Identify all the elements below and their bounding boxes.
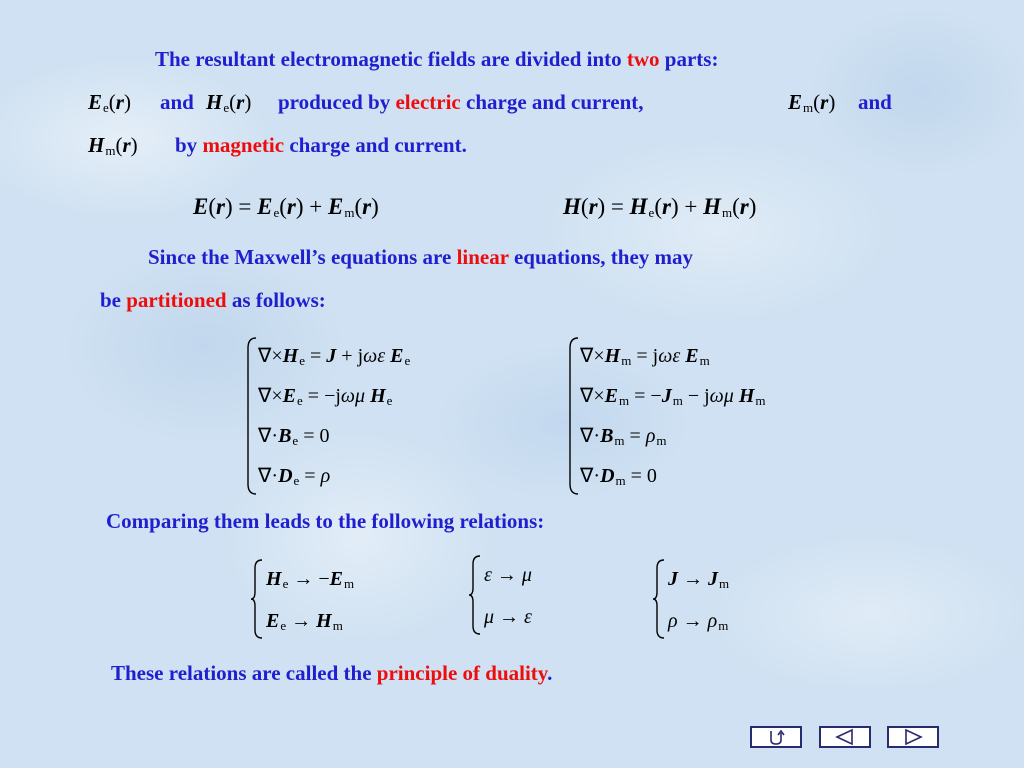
brace-source-relations <box>652 558 666 640</box>
highlight-partitioned: partitioned <box>126 288 227 312</box>
next-slide-button[interactable] <box>887 726 939 748</box>
symbol-He-r: $H_e(r)$ <box>206 90 252 115</box>
relation-eps-to-mu: ε → μ <box>484 564 532 586</box>
maxwell-e-curl-e: $\nabla\times E_e = -j\omega\mu$ $H_e$ <box>258 385 393 408</box>
return-arrow-icon <box>763 728 789 746</box>
brace-field-relations <box>250 558 264 640</box>
total-H-equation: $H(r) = H_e(r) + H_m(r)$ <box>563 194 757 220</box>
relation-J-to-Jm: $J \to J_m$ <box>668 568 730 591</box>
brace-magnetic-system <box>566 336 580 496</box>
symbol-Ee-r: $E_e(r)$ <box>88 90 131 115</box>
maxwell-electric-system <box>258 336 410 496</box>
intro-and-1: and <box>160 90 194 114</box>
triangle-right-icon <box>900 728 926 746</box>
brace-material-relations <box>468 554 482 636</box>
intro-line-3: by magnetic charge and current. <box>175 133 467 157</box>
symbol-Em-r: $E_m(r)$ <box>788 90 836 115</box>
maxwell-e-curl-h: $\nabla\times H_e = J + j\omega\varepsilon$ $E_e$ <box>258 345 411 368</box>
highlight-principle-of-duality: principle of duality <box>376 661 548 685</box>
since-line-1: Since the Maxwell’s equations are linear equations, they may <box>148 245 694 269</box>
return-button[interactable] <box>750 726 802 748</box>
brace-electric-system <box>244 336 258 496</box>
relation-rho-to-rhom: $\rho \to \rho_m$ <box>668 610 729 633</box>
relation-mu-to-eps: μ → ε <box>484 606 532 628</box>
field-relations <box>266 558 354 642</box>
maxwell-magnetic-system <box>580 336 766 496</box>
highlight-magnetic: magnetic <box>202 133 285 157</box>
maxwell-m-curl-e: $\nabla\times E_m = -J_m - j\omega\mu$ $H_m$ <box>580 385 766 408</box>
highlight-linear: linear <box>456 245 509 269</box>
material-relations <box>484 554 532 638</box>
highlight-two: two <box>626 47 660 71</box>
previous-slide-button[interactable] <box>819 726 871 748</box>
intro-line-2: produced by electric charge and current, <box>278 90 644 114</box>
total-E-equation: $E(r) = E_e(r) + E_m(r)$ <box>193 194 379 220</box>
symbol-Hm-r: $H_m(r)$ <box>88 133 138 158</box>
maxwell-m-div-b: $\nabla\cdot B_m = \rho_m$ <box>580 425 667 448</box>
maxwell-e-div-d: $\nabla\cdot D_e = \rho$ <box>258 465 331 488</box>
maxwell-m-curl-h: $\nabla\times H_m = j\omega\varepsilon$ $E_m$ <box>580 345 710 368</box>
relation-He-to-Em: $H_e \to -E_m$ <box>266 568 355 591</box>
relation-Ee-to-Hm: $E_e \to H_m$ <box>266 610 343 633</box>
comparing-text: Comparing them leads to the following relations: <box>106 509 545 533</box>
source-relations <box>668 558 729 642</box>
highlight-electric: electric <box>395 90 461 114</box>
intro-and-2: and <box>858 90 892 114</box>
maxwell-e-div-b: $\nabla\cdot B_e = 0$ <box>258 425 330 448</box>
maxwell-m-div-d: $\nabla\cdot D_m = 0$ <box>580 465 657 488</box>
since-line-2: be partitioned as follows: <box>100 288 326 312</box>
conclusion-text: These relations are called the principle of duality. <box>111 661 553 685</box>
triangle-left-icon <box>832 728 858 746</box>
intro-line-1: The resultant electromagnetic fields are divided into two parts: <box>155 47 719 71</box>
